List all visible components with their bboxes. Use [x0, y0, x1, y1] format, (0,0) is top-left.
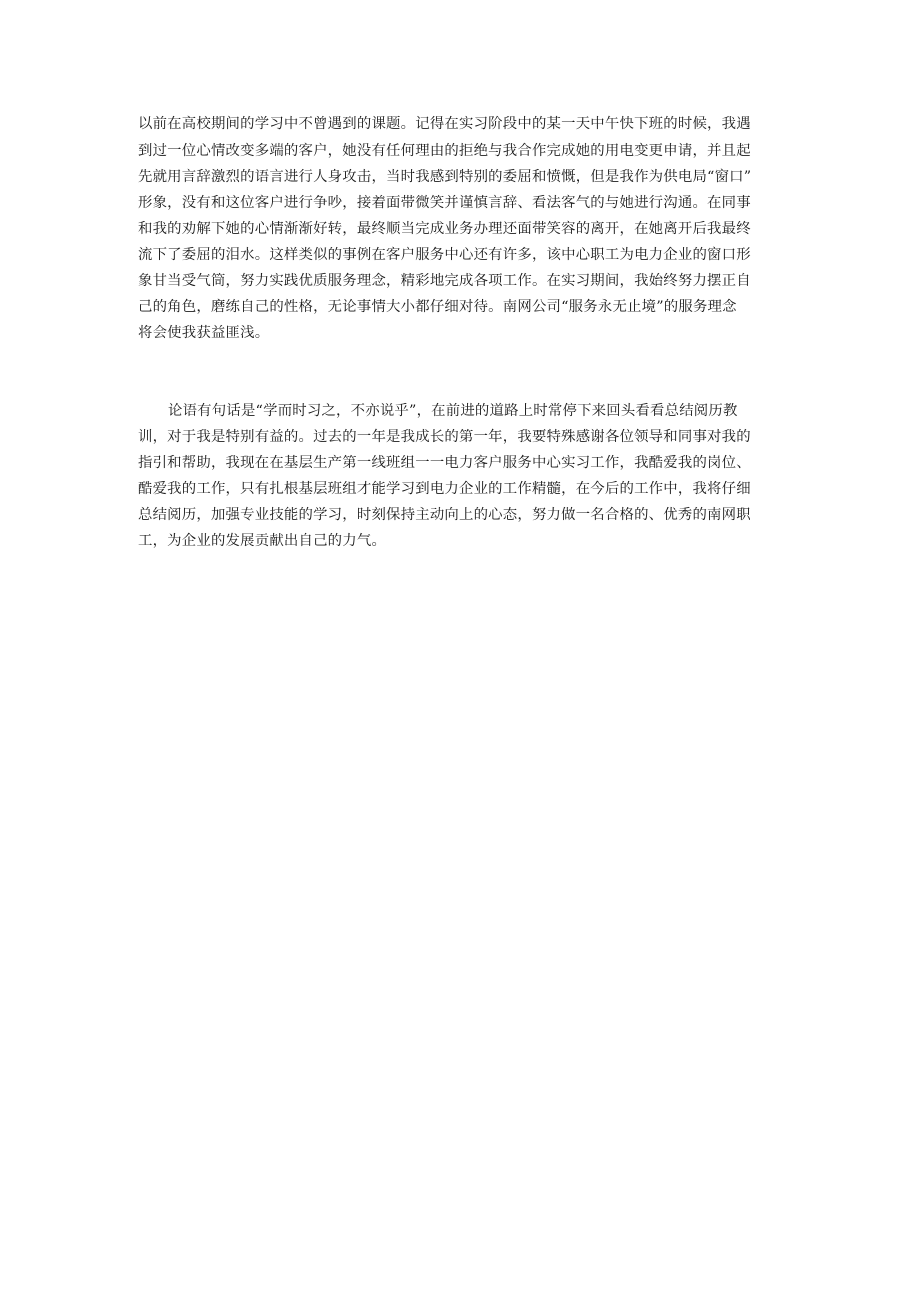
paragraph-line: 形象，没有和这位客户进行争吵，接着面带微笑并谨慎言辞、看法客气的与她进行沟通。在同事: [138, 195, 751, 211]
paragraph-line: 训，对于我是特别有益的。过去的一年是我成长的第一年，我要特殊感谢各位领导和同事对我的: [138, 429, 751, 445]
paragraph-line: 先就用言辞激烈的语言进行人身攻击，当时我感到特别的委屈和愤慨，但是我作为供电局“窗口”: [138, 169, 752, 185]
paragraph-line: 流下了委屈的泪水。这样类似的事例在客户服务中心还有许多，该中心职工为电力企业的窗口形: [138, 247, 751, 263]
paragraph-line: 己的角色，磨练自己的性格，无论事情大小都仔细对待。南网公司“服务永无止境”的服务理念: [138, 299, 737, 315]
paragraph-line: 到过一位心情改变多端的客户，她没有任何理由的拒绝与我合作完成她的用电变更申请，并且起: [138, 143, 751, 159]
paragraph-line: 以前在高校期间的学习中不曾遇到的课题。记得在实习阶段中的某一天中午快下班的时候，我遇: [138, 116, 751, 132]
paragraph-line: 指引和帮助，我现在在基层生产第一线班组一一电力客户服务中心实习工作，我酷爱我的岗位、: [138, 455, 751, 471]
paragraph-line: 总结阅历，加强专业技能的学习，时刻保持主动向上的心态，努力做一名合格的、优秀的南网职: [138, 507, 751, 523]
paragraph-line: 和我的劝解下她的心情渐渐好转，最终顺当完成业务办理还面带笑容的离开，在她离开后我最终: [138, 221, 751, 237]
paragraph-line: 论语有句话是“学而时习之，不亦说乎”，在前进的道路上时常停下来回头看看总结阅历教: [168, 403, 738, 419]
paragraph-line: 象甘当受气筒，努力实践优质服务理念，精彩地完成各项工作。在实习期间，我始终努力摆正自: [138, 273, 751, 289]
paragraph-line: 酷爱我的工作，只有扎根基层班组才能学习到电力企业的工作精髓，在今后的工作中，我将仔细: [138, 481, 751, 497]
paragraph-line: 将会使我获益匪浅。: [138, 325, 270, 341]
paragraph-line: 工，为企业的发展贡献出自己的力气。: [138, 533, 387, 549]
